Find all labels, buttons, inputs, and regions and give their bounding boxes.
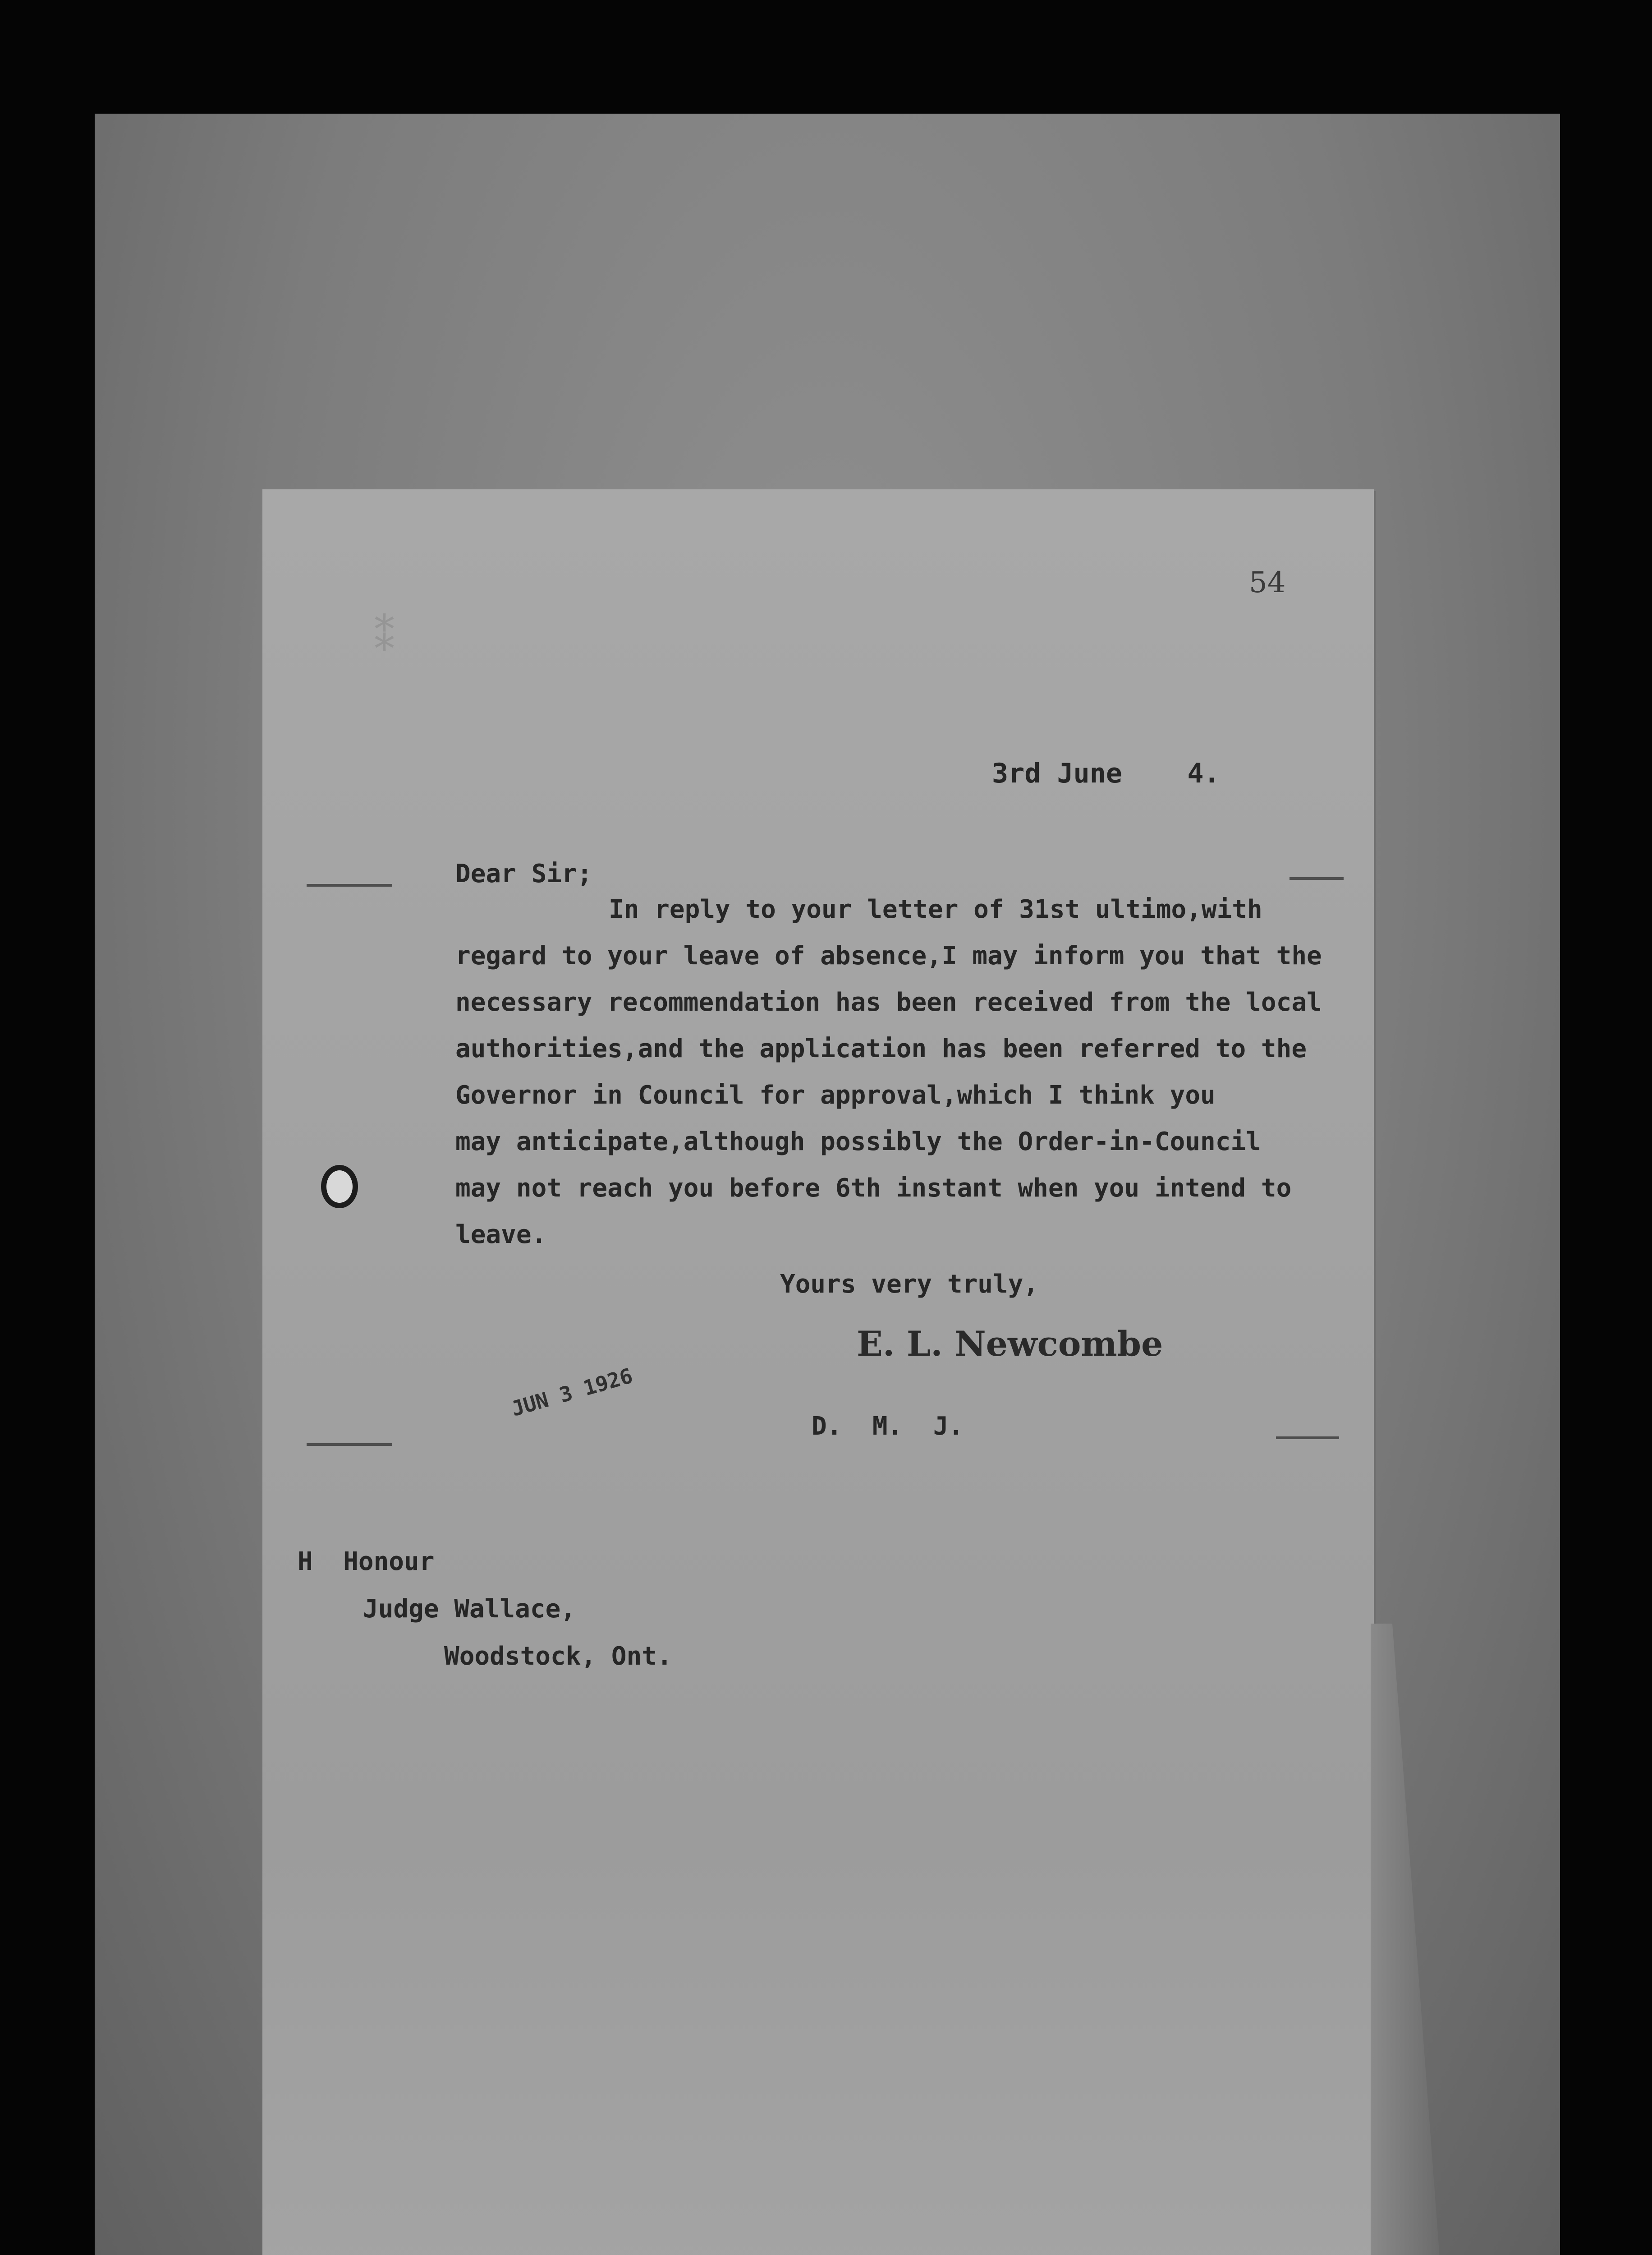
margin-dash	[307, 884, 392, 887]
margin-dash	[1289, 877, 1344, 880]
body-line: may anticipate,although possibly the Order-in-Council	[455, 1127, 1261, 1156]
margin-dash	[1276, 1436, 1339, 1439]
salutation: Dear Sir;	[455, 859, 592, 888]
recipient-line-3: Woodstock, Ont.	[444, 1642, 672, 1671]
letter-sheet	[262, 489, 1374, 2255]
recipient-line-1: H Honour	[298, 1547, 435, 1576]
body-line: necessary recommendation has been received from the local	[455, 988, 1322, 1017]
received-date-stamp: JUN 3 1926	[508, 1363, 636, 1422]
body-line: may not reach you before 6th instant when you intend to	[455, 1174, 1292, 1203]
faint-pencil-mark: ⁑	[374, 613, 395, 661]
letter-body	[455, 886, 1322, 1258]
signature: E. L. Newcombe	[857, 1324, 1163, 1364]
letter-date: 3rd June 4.	[992, 758, 1220, 789]
recipient-line-2: Judge Wallace,	[363, 1594, 576, 1624]
body-line: In reply to your letter of 31st ultimo,with	[609, 895, 1262, 924]
page-number: 54	[1249, 566, 1286, 599]
signer-title: D. M. J.	[812, 1412, 964, 1441]
punch-hole	[321, 1165, 358, 1208]
body-line: authorities,and the application has been referred to the	[455, 1034, 1307, 1063]
body-line: Governor in Council for approval,which I think you	[455, 1081, 1216, 1110]
body-line: leave.	[455, 1220, 547, 1249]
margin-dash	[307, 1443, 392, 1446]
body-line: regard to your leave of absence,I may inform you that the	[455, 941, 1322, 971]
closing: Yours very truly,	[780, 1270, 1039, 1299]
